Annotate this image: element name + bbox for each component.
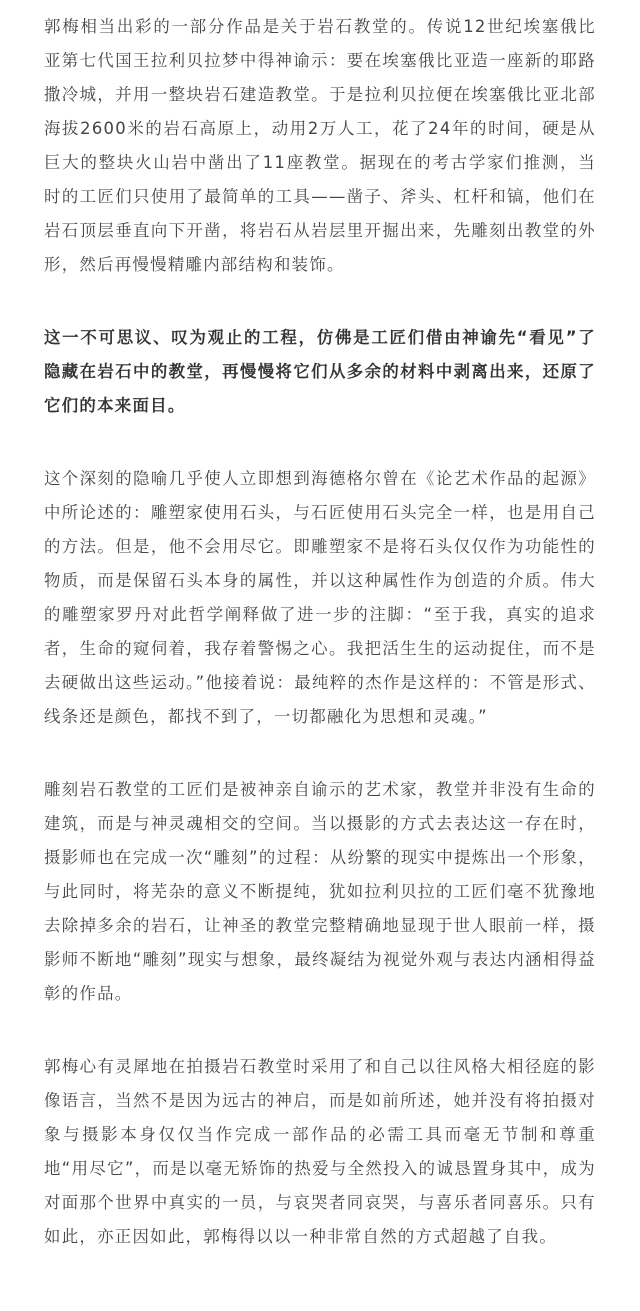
paragraph-bold-highlight: 这一不可思议、叹为观止的工程，仿佛是工匠们借由神谕先“看见”了隐藏在岩石中的教堂，再慢慢将它们从多余的材料中剥离出来，还原了它们的本来面目。: [44, 328, 596, 415]
paragraph-photography-carving: 雕刻岩石教堂的工匠们是被神亲自谕示的艺术家，教堂并非没有生命的建筑，而是与神灵魂相交的空间。当以摄影的方式去表达这一存在时，摄影师也在完成一次“雕刻”的过程：从纷繁的现实中提炼出一个形象，与此同时，将芜杂的意义不断提纯，犹如拉利贝拉的工匠们毫不犹豫地去除掉多余的岩石，让神圣的教堂完整精确地显现于世人眼前一样，摄影师不断地“雕刻”现实与想象，最终凝结为视觉外观与表达内涵相得益彰的作品。: [44, 780, 596, 1003]
paragraph-guo-mei-conclusion: 郭梅心有灵犀地在拍摄岩石教堂时采用了和自己以往风格大相径庭的影像语言，当然不是因为远古的神启，而是如前所述，她并没有将拍摄对象与摄影本身仅仅当作完成一部作品的必需工具而毫无节制和尊重地“用尽它”，而是以毫无矫饰的热爱与全然投入的诚恳置身其中，成为对面那个世界中真实的一员，与哀哭者同哀哭，与喜乐者同喜乐。只有如此，亦正因如此，郭梅得以以一种非常自然的方式超越了自我。: [44, 1057, 596, 1246]
paragraph-rock-churches-legend: 郭梅相当出彩的一部分作品是关于岩石教堂的。传说12世纪埃塞俄比亚第七代国王拉利贝拉梦中得神谕示：要在埃塞俄比亚造一座新的耶路撒冷城，并用一整块岩石建造教堂。于是拉利贝拉便在埃塞俄比亚北部海拔2600米的岩石高原上，动用2万人工，花了24年的时间，硬是从巨大的整块火山岩中凿出了11座教堂。据现在的考古学家们推测，当时的工匠们只使用了最简单的工具——凿子、斧头、杠杆和镐，他们在岩石顶层垂直向下开凿，将岩石从岩层里开掘出来，先雕刻出教堂的外形，然后再慢慢精雕内部结构和装饰。: [44, 17, 596, 274]
paragraph-heidegger-rodin: 这个深刻的隐喻几乎使人立即想到海德格尔曾在《论艺术作品的起源》中所论述的：雕塑家使用石头，与石匠使用石头完全一样，也是用自己的方法。但是，他不会用尽它。即雕塑家不是将石头仅仅作为功能性的物质，而是保留石头本身的属性，并以这种属性作为创造的介质。伟大的雕塑家罗丹对此哲学阐释做了进一步的注脚：“至于我，真实的追求者，生命的窥伺着，我存着警惕之心。我把活生生的运动捉住，而不是去硬做出这些运动。”他接着说：最纯粹的杰作是这样的：不管是形式、线条还是颜色，都找不到了，一切都融化为思想和灵魂。”: [44, 469, 596, 726]
